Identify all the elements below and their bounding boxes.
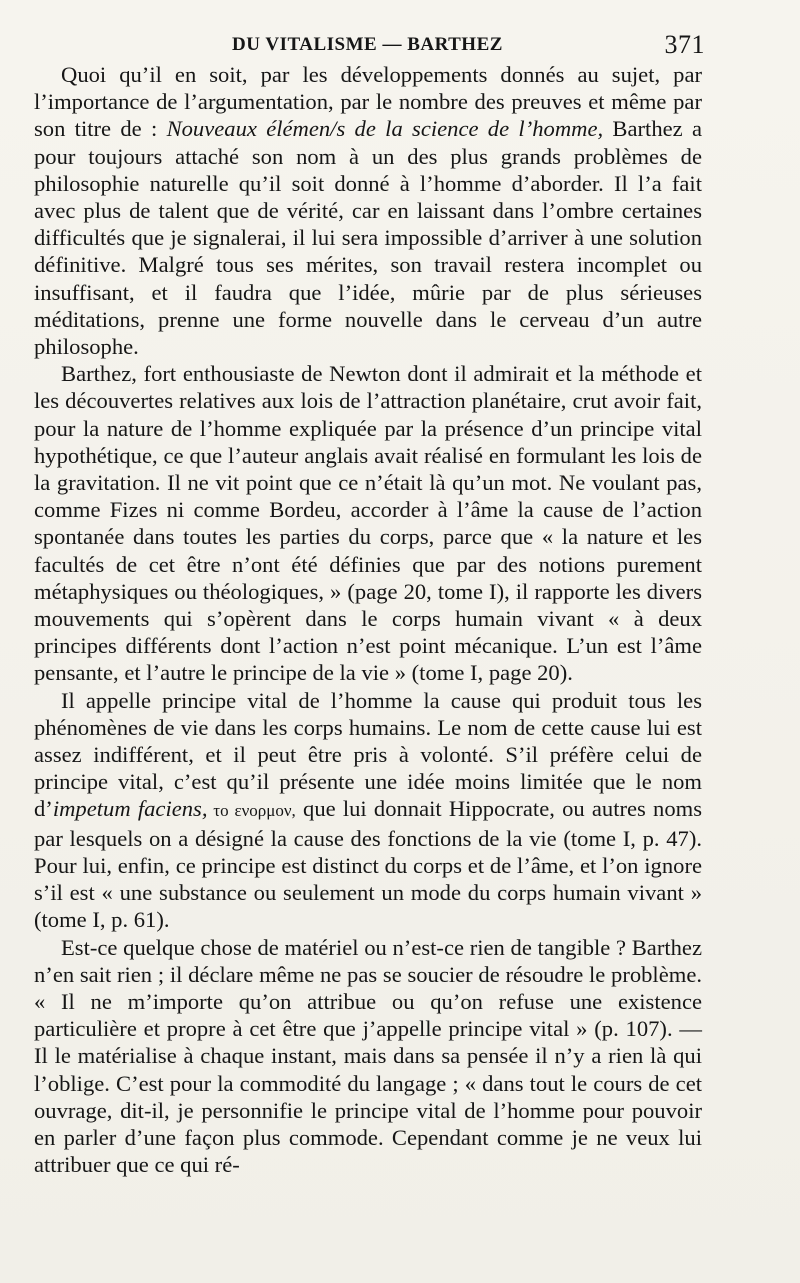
paragraph [34, 934, 702, 1179]
latin-term-italic: impetum faciens, [52, 796, 208, 822]
text-span: Quoi qu’il en soit, par les développements donnés au sujet, par l’importance de l’argumentation, par le nombre des preuves et même par son titre de : [34, 62, 702, 142]
paragraph [34, 360, 702, 686]
running-title: DU VITALISME — BARTHEZ [232, 34, 503, 55]
text-span: Il appelle principe vital de l’homme la cause qui produit tous les phénomènes de vie dans les corps humains. Le nom de cette cause lui est assez indifférent, et il peut être pris à volonté. S’il préfère celui de principe vital, c’est qu’il présente une idée moins limitée que le nom d’ [34, 687, 702, 822]
running-head [34, 30, 705, 60]
text-span: Barthez a pour toujours attaché son nom à un des plus grands problèmes de philosophie naturelle qu’il soit donné à l’homme d’aborder. Il l’a fait avec plus de talent que de vérité, car en laissant dans l’ombre certaines difficultés que je signalerai, il lui sera impossible d’arriver à une solution définitive. Malgré tous ses mérites, son travail restera incomplet ou insuffisant, et il faudra que l’idée, mûrie par de plus sérieuses méditations, prenne une forme nouvelle dans le cerveau d’un autre philosophe. [34, 116, 703, 360]
book-title-italic: Nouveaux élémen/s de la science de l’homme, [166, 116, 604, 142]
text-span: Est-ce quelque chose de matériel ou n’est-ce rien de tangible ? Barthez n’en sait rien ; il déclare même ne pas se soucier de résoudre le problème. « Il ne m’importe qu’on attribue ou qu’on refuse une existence particulière et propre à cet être que j’appelle principe vital » (p. 107). — Il le matérialise à chaque instant, mais dans sa pensée il n’y a rien là qui l’oblige. C’est pour la commodité du langage ; « dans tout le cours de cet ouvrage, dit-il, je personnifie le principe vital de l’homme pour pouvoir en parler d’une façon plus commode. Cependant comme je ne veux lui attribuer que ce qui ré- [34, 934, 702, 1178]
paragraph [34, 61, 702, 360]
body-text [34, 61, 702, 1178]
text-span: que lui donnait Hippocrate, ou autres noms par lesquels on a désigné la cause des fonctions de la vie (tome I, p. 47). Pour lui, enfin, ce principe est distinct du corps et de l’âme, et l’on ignore s’il est « une substance ou seulement un mode du corps humain vivant » (tome I, p. 61). [34, 796, 702, 933]
paragraph [34, 687, 702, 934]
greek-term: το ενορμον, [207, 801, 296, 821]
page-number: 371 [664, 30, 705, 59]
text-span: Barthez, fort enthousiaste de Newton dont il admirait et la méthode et les découvertes relatives aux lois de l’attraction planétaire, crut avoir fait, pour la nature de l’homme expliquée par la présence d’un principe vital hypothétique, ce que l’auteur anglais avait réalisé en formulant les lois de la gravitation. Il ne vit point que ce n’était là qu’un mot. Ne voulant pas, comme Fizes ni comme Bordeu, accorder à l’âme la cause de l’action spontanée dans toutes les parties du corps, parce que « la nature et les facultés de cet être n’ont été définies que par des notions purement métaphysiques ou théologiques, » (page 20, tome I), il rapporte les divers mouvements qui s’opèrent dans le corps humain vivant « à deux principes différents dont l’action n’est point mécanique. L’un est l’âme pensante, et l’autre le principe de la vie » (tome I, page 20). [34, 361, 702, 686]
